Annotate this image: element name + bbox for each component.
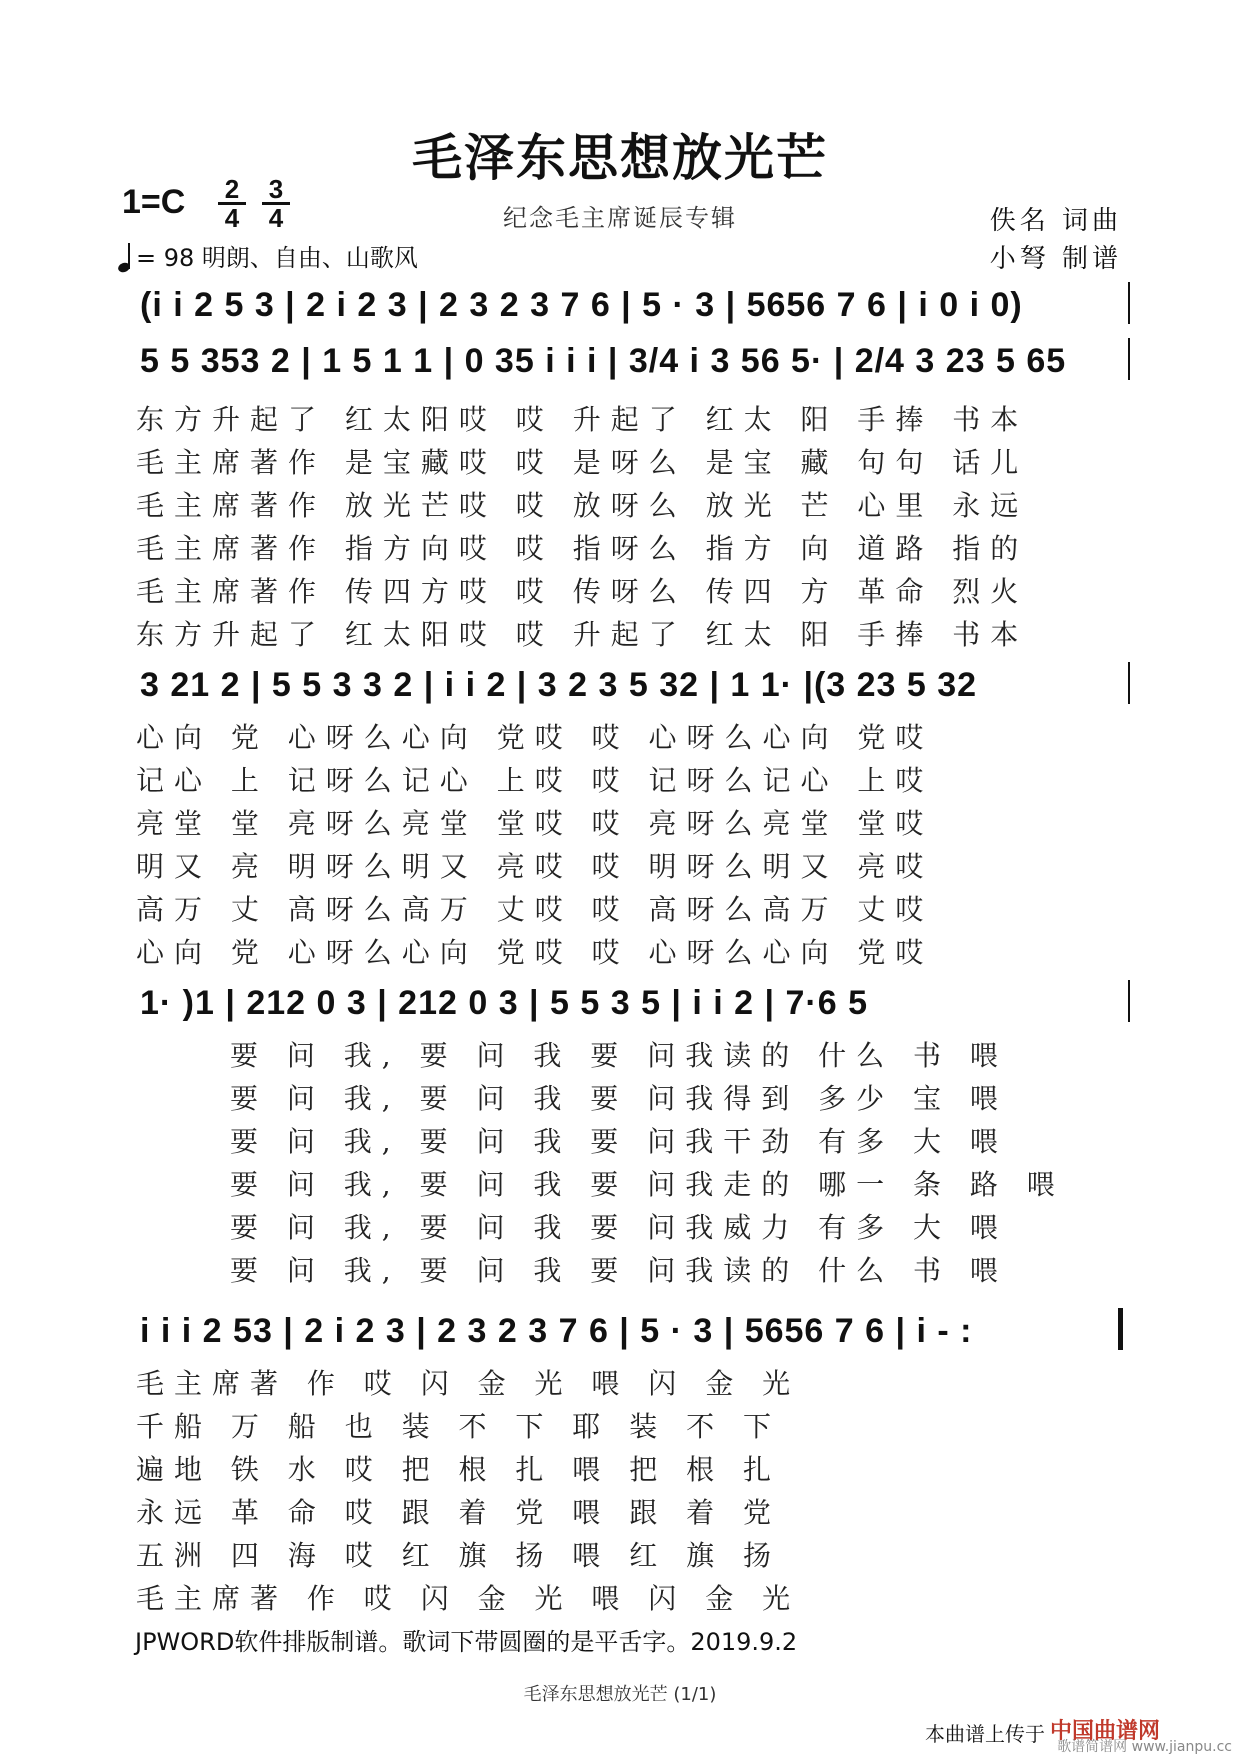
- lyric-row-4-verse-3: 要 问 我, 要 问 我 要 问我干劲 有多 大 喂: [230, 1125, 1008, 1158]
- barline: [1128, 338, 1130, 380]
- lyric-row-2-verse-5: 毛主席著作 传四方哎 哎 传呀么 传四 方 革命 烈火: [136, 575, 1029, 608]
- tempo-marking: [118, 238, 418, 273]
- page-title: 毛泽东思想放光芒: [412, 129, 828, 187]
- time-signature-2-4: 2 4: [218, 177, 246, 230]
- lyric-row-2-verse-1: 东方升起了 红太阳哎 哎 升起了 红太 阳 手捧 书本: [136, 403, 1029, 436]
- tempo-bpm: = 98: [136, 244, 195, 272]
- lyric-row-4-verse-1: 要 问 我, 要 问 我 要 问我读的 什么 书 喂: [230, 1039, 1008, 1072]
- lyric-row-3-verse-5: 高万 丈 高呀么高万 丈哎 哎 高呀么高万 丈哎: [136, 893, 934, 926]
- lyric-row-5-verse-6: 毛主席著 作 哎 闪 金 光 喂 闪 金 光: [136, 1582, 801, 1615]
- barline: [1128, 282, 1130, 324]
- lyric-row-4-verse-2: 要 问 我, 要 问 我 要 问我得到 多少 宝 喂: [230, 1082, 1008, 1115]
- notes-row-4: 1· )1 | 212 0 3 | 212 0 3 | 5 5 3 5 | i i 2 | 7·6 5: [140, 984, 868, 1022]
- arranger-credit: 小弩 制谱: [989, 244, 1122, 274]
- lyric-row-3-verse-6: 心向 党 心呀么心向 党哎 哎 心呀么心向 党哎: [136, 936, 934, 969]
- lyric-row-2-verse-6: 东方升起了 红太阳哎 哎 升起了 红太 阳 手捧 书本: [136, 618, 1029, 651]
- lyric-row-5-verse-1: 毛主席著 作 哎 闪 金 光 喂 闪 金 光: [136, 1367, 801, 1400]
- notes-row-2: 5 5 353 2 | 1 5 1 1 | 0 35 i i i | 3/4 i 3 56 5· | 2/4 3 23 5 65: [140, 342, 1067, 380]
- notes-row-1: (i i 2 5 3 | 2 i 2 3 | 2 3 2 3 7 6 | 5 · 3 | 5656 7 6 | i 0 i 0): [140, 286, 1023, 324]
- footer-note: JPWORD软件排版制谱。歌词下带圆圈的是平舌字。2019.9.2: [135, 1628, 798, 1656]
- site-logo: 中国曲谱网: [1050, 1719, 1161, 1744]
- lyric-row-5-verse-4: 永远 革 命 哎 跟 着 党 喂 跟 着 党: [136, 1496, 782, 1529]
- lyric-row-3-verse-2: 记心 上 记呀么记心 上哎 哎 记呀么记心 上哎: [136, 764, 934, 797]
- key-signature: 1=C: [122, 183, 186, 221]
- lyric-row-4-verse-4: 要 问 我, 要 问 我 要 问我走的 哪一 条 路 喂: [230, 1168, 1065, 1201]
- page-label: 毛泽东思想放光芒 (1/1): [523, 1684, 717, 1705]
- watermark: 歌谱简谱网 www.jianpu.cc: [1057, 1739, 1232, 1755]
- lyricist-credit: 佚名 词曲: [989, 206, 1122, 236]
- tempo-style: 明朗、自由、山歌风: [201, 244, 418, 272]
- lyric-row-2-verse-2: 毛主席著作 是宝藏哎 哎 是呀么 是宝 藏 句句 话儿: [136, 446, 1029, 479]
- lyric-row-4-verse-6: 要 问 我, 要 问 我 要 问我读的 什么 书 喂: [230, 1254, 1008, 1287]
- upload-text: 本曲谱上传于: [925, 1722, 1045, 1746]
- lyric-row-2-verse-3: 毛主席著作 放光芒哎 哎 放呀么 放光 芒 心里 永远: [136, 489, 1029, 522]
- lyric-row-3-verse-4: 明又 亮 明呀么明又 亮哎 哎 明呀么明又 亮哎: [136, 850, 934, 883]
- notes-row-3: 3 21 2 | 5 5 3 3 2 | i i 2 | 3 2 3 5 32 | 1 1· |(3 23 5 32: [140, 666, 978, 704]
- subtitle: 纪念毛主席诞辰专辑: [503, 204, 737, 232]
- lyric-row-2-verse-4: 毛主席著作 指方向哎 哎 指呀么 指方 向 道路 指的: [136, 532, 1029, 565]
- final-barline: [1118, 1308, 1123, 1350]
- lyric-row-5-verse-5: 五洲 四 海 哎 红 旗 扬 喂 红 旗 扬: [136, 1539, 782, 1572]
- lyric-row-4-verse-5: 要 问 我, 要 问 我 要 问我威力 有多 大 喂: [230, 1211, 1008, 1244]
- lyric-row-5-verse-2: 千船 万 船 也 装 不 下 耶 装 不 下: [136, 1410, 782, 1443]
- notes-row-5: i i i 2 53 | 2 i 2 3 | 2 3 2 3 7 6 | 5 · 3 | 5656 7 6 | i - :: [140, 1312, 973, 1350]
- lyric-row-5-verse-3: 遍地 铁 水 哎 把 根 扎 喂 把 根 扎: [136, 1453, 782, 1486]
- quarter-note-icon: [118, 242, 132, 272]
- barline: [1128, 662, 1130, 704]
- lyric-row-3-verse-3: 亮堂 堂 亮呀么亮堂 堂哎 哎 亮呀么亮堂 堂哎: [136, 807, 934, 840]
- barline: [1128, 980, 1130, 1022]
- lyric-row-3-verse-1: 心向 党 心呀么心向 党哎 哎 心呀么心向 党哎: [136, 721, 934, 754]
- time-signature-3-4: 3 4: [262, 177, 290, 230]
